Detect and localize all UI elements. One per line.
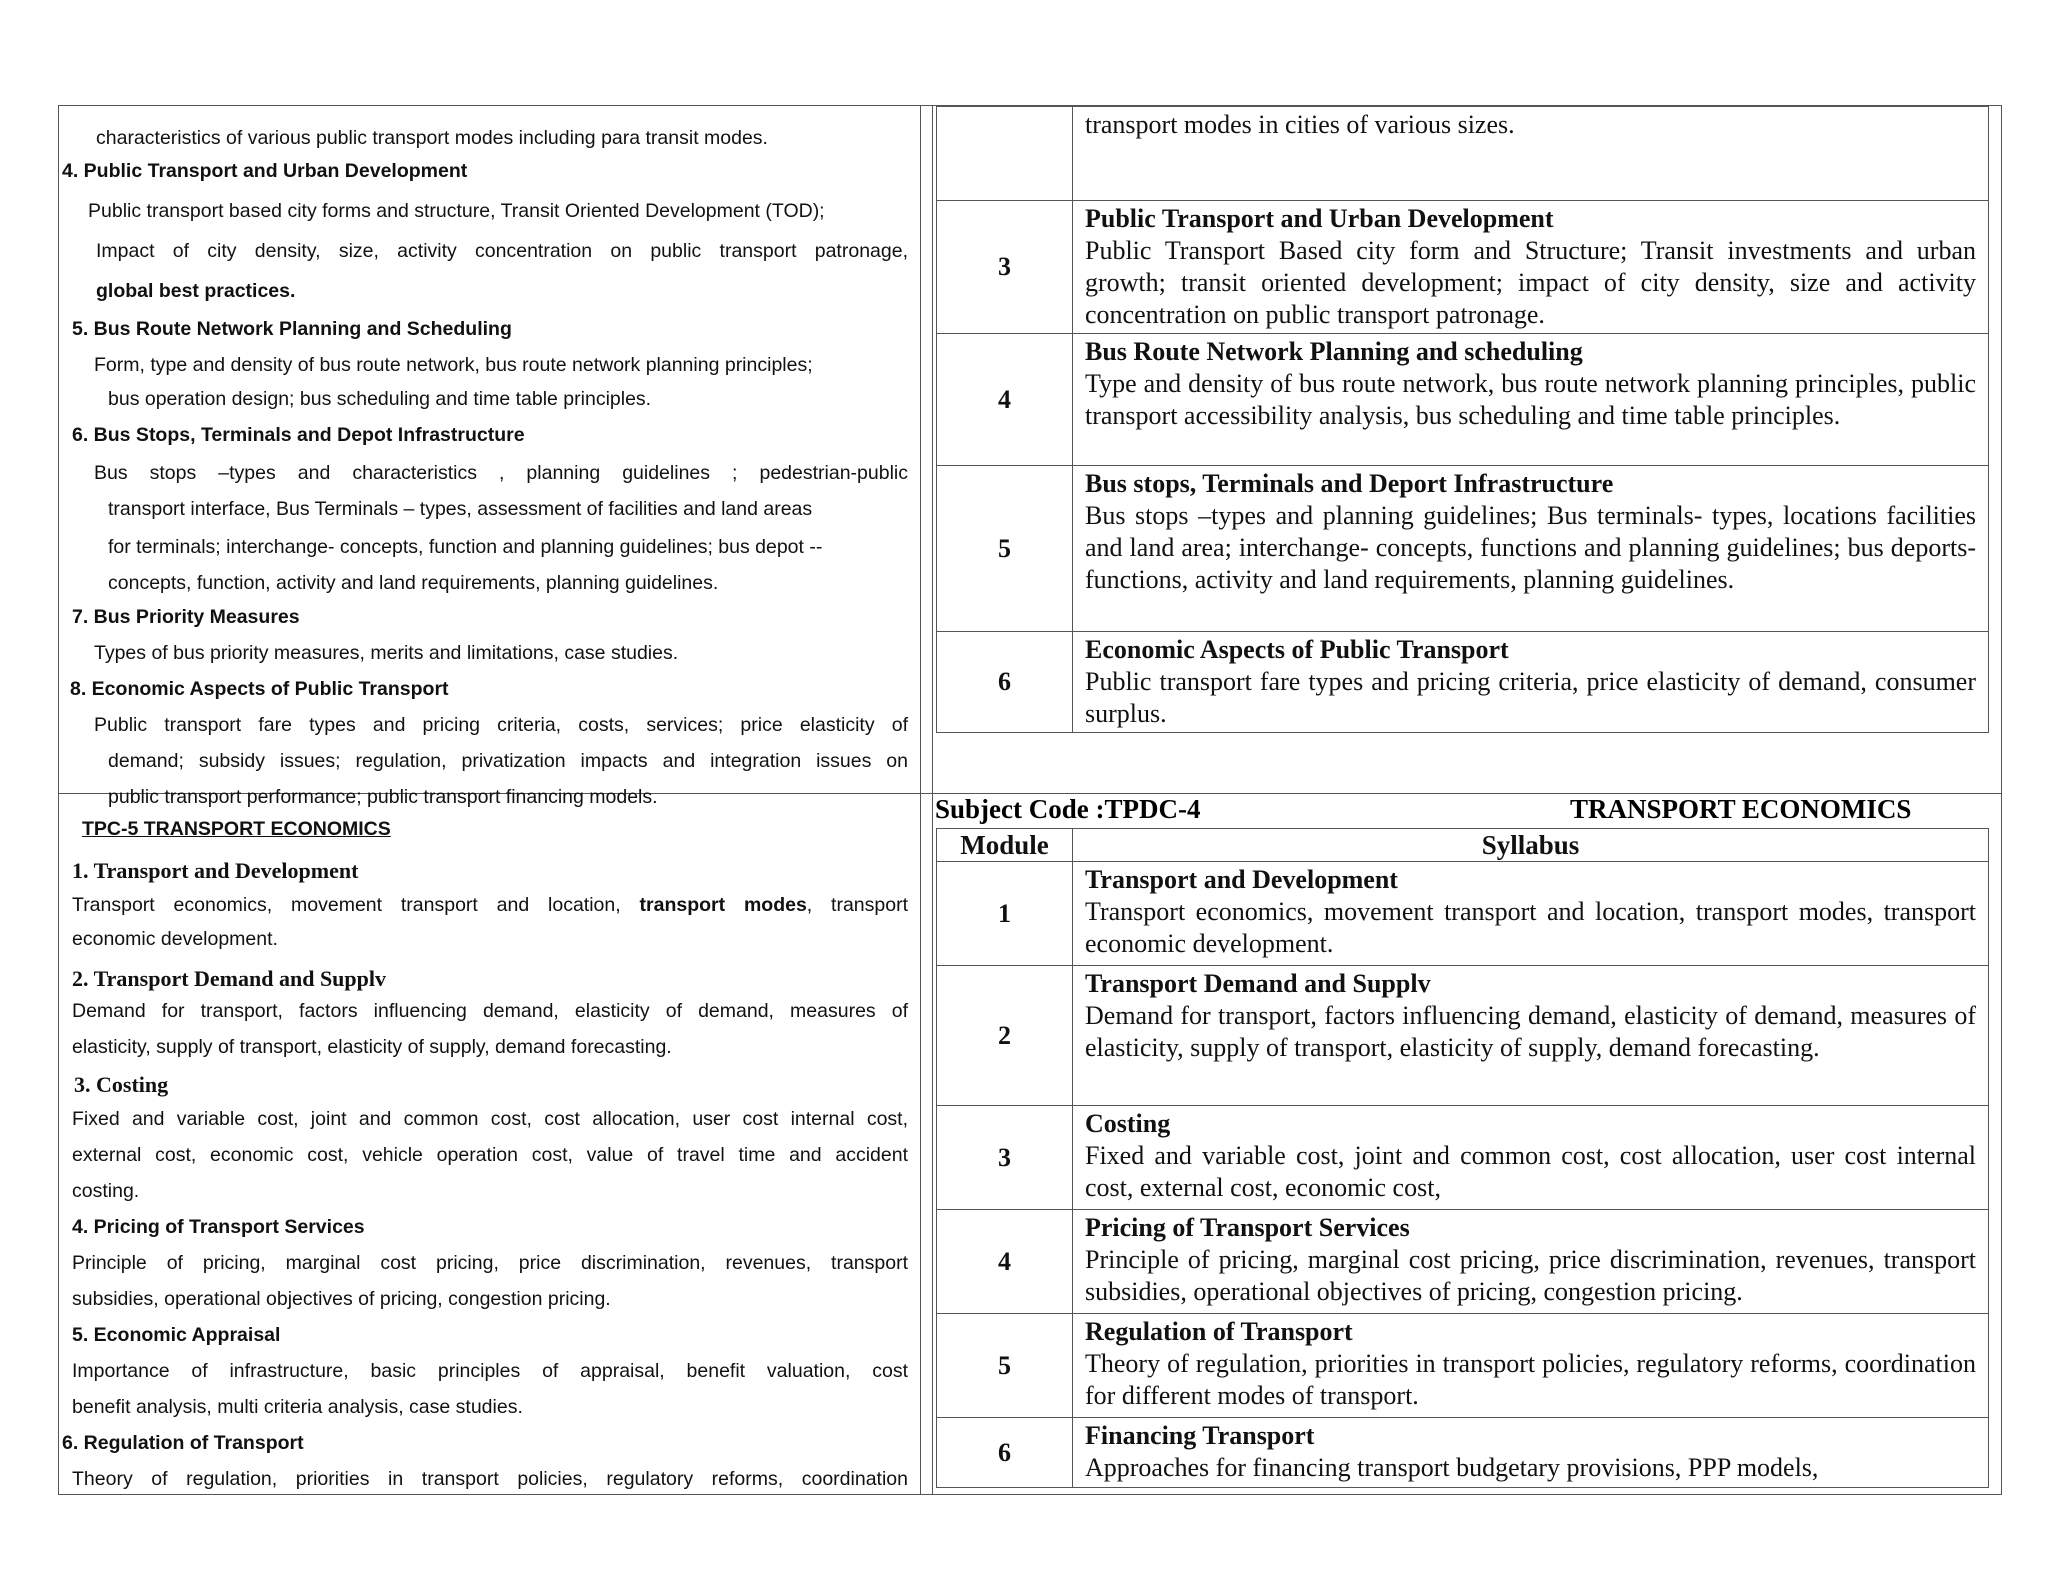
module-title: Economic Aspects of Public Transport [1085, 635, 1509, 664]
module-syllabus [1073, 632, 1989, 733]
text-line: Bus stops –types and characteristics , planning guidelines ; pedestrian-public [94, 462, 908, 484]
module-description: Principle of pricing, marginal cost pricing, price discrimination, revenues, transport subsidies, operational objectives of pricing, congestion pricing. [1085, 1245, 1976, 1306]
text-line: Fixed and variable cost, joint and common cost, cost allocation, user cost internal cost, [72, 1108, 908, 1130]
text-line: economic development. [72, 928, 278, 950]
subject-title: TRANSPORT ECONOMICS [1570, 794, 1912, 824]
syllabus-header: Syllabus [1073, 829, 1989, 862]
module-number [937, 107, 1073, 201]
text-line: 5. Economic Appraisal [72, 1324, 281, 1346]
text-line: Types of bus priority measures, merits and limitations, case studies. [94, 642, 679, 664]
module-number: 1 [937, 862, 1073, 966]
module-row [937, 107, 1989, 201]
text-line: Importance of infrastructure, basic principles of appraisal, benefit valuation, cost [72, 1360, 908, 1382]
text-line: costing. [72, 1180, 140, 1202]
text-line: TPC-5 TRANSPORT ECONOMICS [82, 818, 391, 840]
module-row [937, 1418, 1989, 1488]
module-syllabus [1073, 1210, 1989, 1314]
module-syllabus [1073, 966, 1989, 1106]
right-bottom-syllabus-table [936, 828, 1989, 1488]
module-syllabus [1073, 107, 1989, 201]
module-title: Bus stops, Terminals and Deport Infrastructure [1085, 469, 1614, 498]
module-description: Transport economics, movement transport and location, transport modes, transport economic development. [1085, 897, 1976, 958]
module-row [937, 632, 1989, 733]
module-row [937, 334, 1989, 466]
module-syllabus [1073, 334, 1989, 466]
text-line: transport interface, Bus Terminals – types, assessment of facilities and land areas [108, 498, 813, 520]
module-number: 3 [937, 201, 1073, 334]
text-line: global best practices. [96, 280, 296, 302]
text-line: 6. Bus Stops, Terminals and Depot Infrastructure [72, 424, 525, 446]
text-line: Principle of pricing, marginal cost pricing, price discrimination, revenues, transport [72, 1252, 908, 1274]
module-row [937, 466, 1989, 632]
module-number: 6 [937, 1418, 1073, 1488]
module-number: 5 [937, 466, 1073, 632]
text-line: 6. Regulation of Transport [62, 1432, 304, 1454]
text-line: 7. Bus Priority Measures [72, 606, 300, 628]
bold-segment: transport modes [639, 894, 807, 916]
module-number: 5 [937, 1314, 1073, 1418]
module-description: Fixed and variable cost, joint and common cost, cost allocation, user cost internal cost, external cost, economic cost, [1085, 1141, 1976, 1202]
text-line: 4. Pricing of Transport Services [72, 1216, 365, 1238]
text-line: Theory of regulation, priorities in transport policies, regulatory reforms, coordination [72, 1468, 908, 1490]
text-segment: Transport economics, movement transport and location, [72, 894, 640, 916]
text-line [72, 894, 908, 917]
column-divider [920, 105, 921, 1495]
text-line: Demand for transport, factors influencing demand, elasticity of demand, measures of [72, 1000, 908, 1022]
module-number: 4 [937, 334, 1073, 466]
column-divider-inner [932, 105, 933, 1495]
module-syllabus [1073, 201, 1989, 334]
module-row [937, 1210, 1989, 1314]
module-title: Public Transport and Urban Development [1085, 204, 1554, 233]
text-line: 5. Bus Route Network Planning and Scheduling [72, 318, 512, 340]
module-title: Financing Transport [1085, 1421, 1315, 1450]
module-title: Transport and Development [1085, 865, 1398, 894]
module-title: Bus Route Network Planning and scheduling [1085, 337, 1583, 366]
module-title: Regulation of Transport [1085, 1317, 1353, 1346]
module-header: Module [937, 829, 1073, 862]
module-syllabus [1073, 862, 1989, 966]
text-line: 4. Public Transport and Urban Development [62, 160, 468, 182]
module-row [937, 1314, 1989, 1418]
module-description: Theory of regulation, priorities in transport policies, regulatory reforms, coordination for different modes of transport. [1085, 1349, 1976, 1410]
text-line: subsidies, operational objectives of pricing, congestion pricing. [72, 1288, 611, 1310]
module-title: Costing [1085, 1109, 1171, 1138]
right-top-syllabus-table [936, 106, 1989, 733]
module-description: Public Transport Based city form and Structure; Transit investments and urban growth; transit oriented development; impact of city density, size and activity concentration on public transport patronage. [1085, 236, 1976, 329]
text-line: 1. Transport and Development [72, 858, 359, 883]
module-description: Demand for transport, factors influencing demand, elasticity of demand, measures of elasticity, supply of transport, elasticity of supply, demand forecasting. [1085, 1001, 1976, 1062]
text-line: bus operation design; bus scheduling and time table principles. [108, 388, 652, 410]
module-number: 4 [937, 1210, 1073, 1314]
text-line: 2. Transport Demand and Supplv [72, 966, 387, 991]
module-title: Transport Demand and Supplv [1085, 969, 1431, 998]
module-number: 2 [937, 966, 1073, 1106]
text-line: Public transport fare types and pricing criteria, costs, services; price elasticity of [94, 714, 908, 736]
text-line: 8. Economic Aspects of Public Transport [70, 678, 449, 700]
module-syllabus [1073, 1106, 1989, 1210]
text-line: Form, type and density of bus route network, bus route network planning principles; [94, 354, 813, 376]
module-description: Bus stops –types and planning guidelines; Bus terminals- types, locations facilities and land area; interchange- concepts, functions and planning guidelines; bus deports- functions, activity and land requirements, planning guidelines. [1085, 501, 1976, 594]
module-number: 6 [937, 632, 1073, 733]
text-line: Public transport based city forms and structure, Transit Oriented Development (TOD); [88, 200, 825, 222]
module-row [937, 862, 1989, 966]
text-line: 3. Costing [74, 1072, 169, 1097]
text-line: benefit analysis, multi criteria analysis, case studies. [72, 1396, 523, 1418]
subject-code: Subject Code :TPDC-4 [935, 794, 1201, 824]
text-line: Impact of city density, size, activity concentration on public transport patronage, [96, 240, 908, 262]
module-title: Pricing of Transport Services [1085, 1213, 1410, 1242]
left-bottom-syllabus [62, 795, 908, 1495]
text-line: for terminals; interchange- concepts, function and planning guidelines; bus depot -- [108, 536, 823, 558]
text-line: elasticity, supply of transport, elasticity of supply, demand forecasting. [72, 1036, 672, 1058]
text-line: characteristics of various public transport modes including para transit modes. [96, 127, 768, 149]
module-row [937, 201, 1989, 334]
module-description: Public transport fare types and pricing criteria, price elasticity of demand, consumer surplus. [1085, 667, 1976, 728]
module-row [937, 966, 1989, 1106]
module-number: 3 [937, 1106, 1073, 1210]
module-syllabus [1073, 1418, 1989, 1488]
module-description: transport modes in cities of various sizes. [1085, 110, 1515, 139]
module-row [937, 1106, 1989, 1210]
text-line: concepts, function, activity and land requirements, planning guidelines. [108, 572, 719, 594]
table-header-row [937, 829, 1989, 862]
text-line: public transport performance; public transport financing models. [108, 786, 658, 808]
module-syllabus [1073, 1314, 1989, 1418]
module-description: Approaches for financing transport budgetary provisions, PPP models, [1085, 1453, 1819, 1482]
left-top-syllabus [62, 105, 908, 808]
text-segment: , transport [806, 894, 909, 916]
module-description: Type and density of bus route network, bus route network planning principles, public transport accessibility analysis, bus scheduling and time table principles. [1085, 369, 1976, 430]
text-line: demand; subsidy issues; regulation, privatization impacts and integration issues on [108, 750, 908, 772]
module-syllabus [1073, 466, 1989, 632]
text-line: external cost, economic cost, vehicle operation cost, value of travel time and accident [72, 1144, 908, 1166]
